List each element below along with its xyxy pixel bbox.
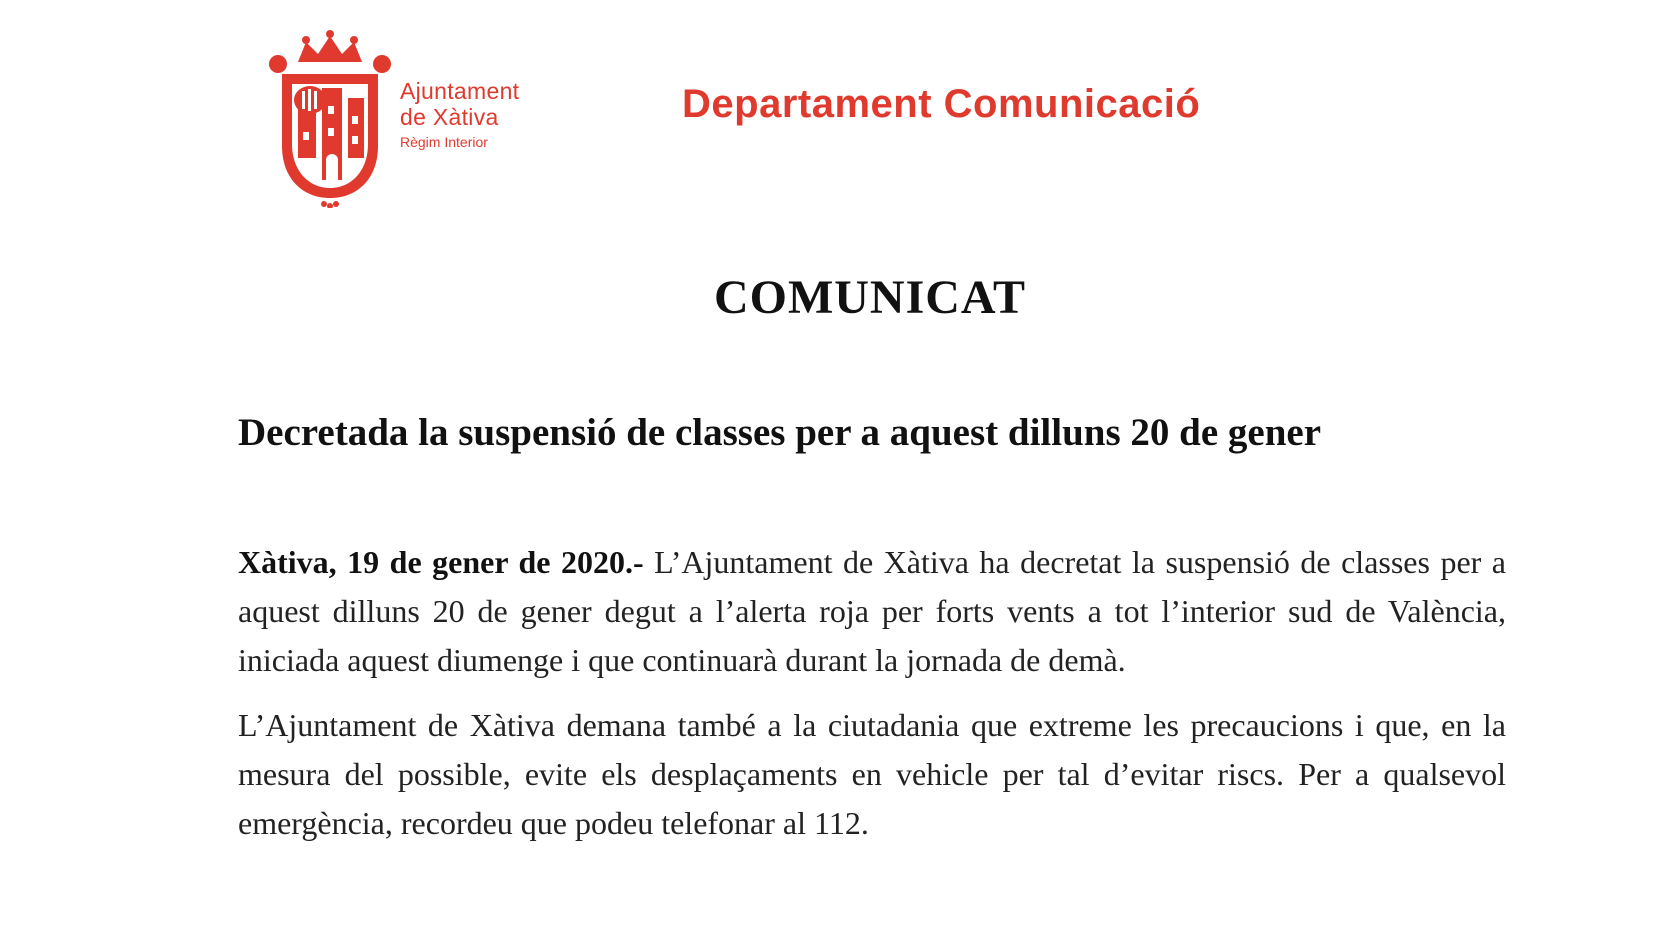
logo-text-department: Règim Interior [400, 134, 488, 150]
logo-text-ajuntament: Ajuntament [400, 78, 520, 104]
press-headline: Decretada la suspensió de classes per a aquest dilluns 20 de gener [238, 411, 1322, 454]
logo-wordmark [400, 78, 519, 152]
paragraph-2 [238, 701, 1506, 848]
department-heading: Departament Comunicació [682, 82, 1201, 126]
paragraph-1-text: L’Ajuntament de Xàtiva ha decretat la suspensió de classes per a aquest dilluns 20 de gener degut a l’alerta roja per forts vents a tot l’interior sud de València, iniciada aquest diumenge i que continuarà durant la jornada de demà. [238, 544, 1507, 678]
dateline: Xàtiva, 19 de gener de 2020.- [238, 544, 644, 580]
paragraph-1 [238, 538, 1506, 685]
paragraph-2-text: L’Ajuntament de Xàtiva demana també a la ciutadania que extreme les precaucions i que, en la mesura del possible, evite els desplaçaments en vehicle per tal d’evitar riscs. Per a qualsevol emergència, recordeu que podeu telefonar al 112. [238, 707, 1506, 841]
ajuntament-logo [268, 28, 568, 208]
press-body [238, 538, 1506, 864]
logo-text-city: de Xàtiva [400, 104, 499, 130]
document-title: COMUNICAT [713, 271, 1027, 324]
city-crest-icon [268, 28, 398, 208]
